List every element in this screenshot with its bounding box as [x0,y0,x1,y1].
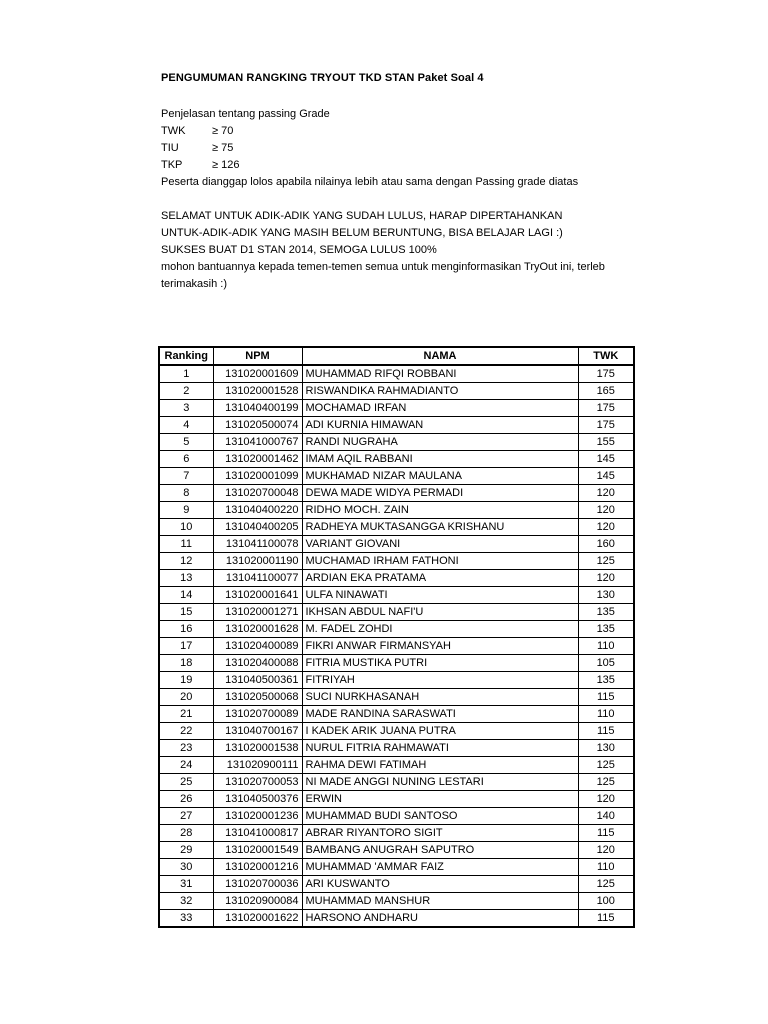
cell-ranking: 25 [159,774,213,791]
passing-grade-value: ≥ 126 [212,159,240,171]
cell-npm: 131020500068 [213,689,302,706]
cell-ranking: 23 [159,740,213,757]
cell-ranking: 33 [159,910,213,928]
cell-twk: 165 [578,383,634,400]
cell-twk: 130 [578,740,634,757]
cell-ranking: 24 [159,757,213,774]
table-row [159,774,634,791]
cell-twk: 125 [578,876,634,893]
passing-grade-row-tiu [161,140,578,157]
cell-twk: 115 [578,723,634,740]
table-row [159,604,634,621]
cell-twk: 135 [578,604,634,621]
cell-twk: 130 [578,587,634,604]
cell-npm: 131020700036 [213,876,302,893]
cell-npm: 131020001609 [213,365,302,383]
table-row [159,910,634,928]
cell-nama: HARSONO ANDHARU [302,910,578,928]
cell-twk: 120 [578,570,634,587]
table-row [159,638,634,655]
cell-nama: RANDI NUGRAHA [302,434,578,451]
cell-npm: 131041000817 [213,825,302,842]
table-row [159,536,634,553]
cell-nama: MUHAMMAD 'AMMAR FAIZ [302,859,578,876]
cell-twk: 175 [578,400,634,417]
cell-twk: 125 [578,553,634,570]
cell-nama: FITRIYAH [302,672,578,689]
cell-npm: 131020001622 [213,910,302,928]
cell-twk: 110 [578,859,634,876]
passing-grade-label: TWK [161,125,186,137]
cell-ranking: 10 [159,519,213,536]
cell-npm: 131020400088 [213,655,302,672]
cell-twk: 120 [578,485,634,502]
cell-npm: 131020900084 [213,893,302,910]
table-row [159,570,634,587]
cell-npm: 131020001538 [213,740,302,757]
cell-ranking: 27 [159,808,213,825]
cell-twk: 175 [578,365,634,383]
table-row [159,689,634,706]
cell-npm: 131020001528 [213,383,302,400]
table-row [159,842,634,859]
cell-ranking: 11 [159,536,213,553]
cell-nama: MUHAMMAD RIFQI ROBBANI [302,365,578,383]
table-row [159,621,634,638]
cell-ranking: 6 [159,451,213,468]
passing-grade-section [161,106,578,191]
cell-npm: 131041100077 [213,570,302,587]
table-row [159,365,634,383]
cell-ranking: 5 [159,434,213,451]
table-row [159,434,634,451]
cell-twk: 125 [578,757,634,774]
passing-grade-row-twk [161,123,578,140]
cell-ranking: 19 [159,672,213,689]
cell-ranking: 31 [159,876,213,893]
cell-twk: 105 [578,655,634,672]
table-row [159,893,634,910]
cell-twk: 100 [578,893,634,910]
table-row [159,757,634,774]
table-row [159,502,634,519]
cell-ranking: 30 [159,859,213,876]
table-row [159,519,634,536]
table-row [159,468,634,485]
table-row [159,859,634,876]
cell-twk: 110 [578,638,634,655]
cell-twk: 115 [578,825,634,842]
table-row [159,723,634,740]
header-nama: NAMA [302,347,578,365]
table-row [159,655,634,672]
cell-twk: 145 [578,468,634,485]
cell-twk: 120 [578,791,634,808]
cell-nama: MUHAMMAD BUDI SANTOSO [302,808,578,825]
cell-nama: ABRAR RIYANTORO SIGIT [302,825,578,842]
cell-ranking: 15 [159,604,213,621]
message-success: SUKSES BUAT D1 STAN 2014, SEMOGA LULUS 100% [161,244,437,256]
header-npm: NPM [213,347,302,365]
table-row [159,451,634,468]
passing-grade-value: ≥ 70 [212,125,234,137]
table-row [159,825,634,842]
cell-npm: 131041000767 [213,434,302,451]
table-row [159,876,634,893]
cell-twk: 140 [578,808,634,825]
cell-ranking: 12 [159,553,213,570]
cell-twk: 120 [578,842,634,859]
cell-nama: ARDIAN EKA PRATAMA [302,570,578,587]
table-row [159,791,634,808]
cell-nama: M. FADEL ZOHDI [302,621,578,638]
message-thanks: terimakasih :) [161,278,228,290]
cell-npm: 131020001099 [213,468,302,485]
cell-ranking: 13 [159,570,213,587]
cell-nama: IMAM AQIL RABBANI [302,451,578,468]
cell-npm: 131020500074 [213,417,302,434]
passing-grade-label: TKP [161,159,183,171]
header-twk: TWK [578,347,634,365]
cell-nama: NI MADE ANGGI NUNING LESTARI [302,774,578,791]
cell-ranking: 17 [159,638,213,655]
cell-nama: I KADEK ARIK JUANA PUTRA [302,723,578,740]
cell-nama: FIKRI ANWAR FIRMANSYAH [302,638,578,655]
table-row [159,740,634,757]
cell-npm: 131020700053 [213,774,302,791]
messages-section [161,208,605,293]
cell-nama: RIDHO MOCH. ZAIN [302,502,578,519]
cell-npm: 131040700167 [213,723,302,740]
cell-ranking: 18 [159,655,213,672]
cell-ranking: 29 [159,842,213,859]
cell-ranking: 9 [159,502,213,519]
cell-twk: 135 [578,672,634,689]
cell-ranking: 16 [159,621,213,638]
cell-ranking: 2 [159,383,213,400]
cell-nama: RISWANDIKA RAHMADIANTO [302,383,578,400]
cell-nama: NURUL FITRIA RAHMAWATI [302,740,578,757]
cell-npm: 131020001190 [213,553,302,570]
cell-nama: MOCHAMAD IRFAN [302,400,578,417]
table-row [159,553,634,570]
cell-npm: 131040400205 [213,519,302,536]
table-row [159,417,634,434]
table-header-row [159,347,634,365]
cell-npm: 131040500361 [213,672,302,689]
passing-grade-label: TIU [161,142,179,154]
cell-nama: IKHSAN ABDUL NAFI'U [302,604,578,621]
cell-npm: 131020001271 [213,604,302,621]
cell-npm: 131020001549 [213,842,302,859]
cell-ranking: 1 [159,365,213,383]
cell-twk: 155 [578,434,634,451]
cell-ranking: 4 [159,417,213,434]
cell-twk: 110 [578,706,634,723]
cell-ranking: 3 [159,400,213,417]
message-share-request: mohon bantuannya kepada temen-temen semua untuk menginformasikan TryOut ini, terleb [161,261,605,273]
table-row [159,587,634,604]
table-row [159,706,634,723]
table-row [159,808,634,825]
page-title: PENGUMUMAN RANGKING TRYOUT TKD STAN Paket Soal 4 [161,72,484,84]
cell-npm: 131020400089 [213,638,302,655]
cell-npm: 131020001216 [213,859,302,876]
message-congrats: SELAMAT UNTUK ADIK-ADIK YANG SUDAH LULUS, HARAP DIPERTAHANKAN [161,210,563,222]
cell-nama: MUKHAMAD NIZAR MAULANA [302,468,578,485]
cell-twk: 120 [578,519,634,536]
table-row [159,383,634,400]
cell-npm: 131040500376 [213,791,302,808]
cell-nama: ERWIN [302,791,578,808]
cell-nama: ULFA NINAWATI [302,587,578,604]
cell-nama: DEWA MADE WIDYA PERMADI [302,485,578,502]
passing-grade-note: Peserta dianggap lolos apabila nilainya lebih atau sama dengan Passing grade diatas [161,176,579,188]
cell-nama: MUHAMMAD MANSHUR [302,893,578,910]
cell-ranking: 21 [159,706,213,723]
ranking-table-body [159,365,634,927]
cell-nama: SUCI NURKHASANAH [302,689,578,706]
cell-nama: MADE RANDINA SARASWATI [302,706,578,723]
cell-ranking: 32 [159,893,213,910]
cell-npm: 131020001462 [213,451,302,468]
cell-ranking: 26 [159,791,213,808]
table-row [159,400,634,417]
cell-npm: 131020900111 [213,757,302,774]
passing-grade-row-tkp [161,157,578,174]
cell-twk: 125 [578,774,634,791]
cell-nama: RAHMA DEWI FATIMAH [302,757,578,774]
cell-twk: 160 [578,536,634,553]
cell-twk: 145 [578,451,634,468]
header-ranking: Ranking [159,347,213,365]
cell-nama: RADHEYA MUKTASANGGA KRISHANU [302,519,578,536]
cell-ranking: 20 [159,689,213,706]
cell-nama: FITRIA MUSTIKA PUTRI [302,655,578,672]
cell-npm: 131020001236 [213,808,302,825]
cell-ranking: 8 [159,485,213,502]
cell-npm: 131020700048 [213,485,302,502]
cell-ranking: 14 [159,587,213,604]
cell-npm: 131020001641 [213,587,302,604]
cell-twk: 115 [578,689,634,706]
cell-npm: 131041100078 [213,536,302,553]
cell-npm: 131020700089 [213,706,302,723]
passing-grade-intro: Penjelasan tentang passing Grade [161,108,330,120]
cell-npm: 131040400220 [213,502,302,519]
cell-twk: 115 [578,910,634,928]
cell-ranking: 7 [159,468,213,485]
message-encourage: UNTUK-ADIK-ADIK YANG MASIH BELUM BERUNTUNG, BISA BELAJAR LAGI :) [161,227,563,239]
cell-twk: 120 [578,502,634,519]
cell-twk: 175 [578,417,634,434]
ranking-table [158,346,635,928]
cell-nama: VARIANT GIOVANI [302,536,578,553]
cell-npm: 131020001628 [213,621,302,638]
table-row [159,485,634,502]
cell-twk: 135 [578,621,634,638]
cell-ranking: 22 [159,723,213,740]
table-row [159,672,634,689]
cell-npm: 131040400199 [213,400,302,417]
cell-nama: BAMBANG ANUGRAH SAPUTRO [302,842,578,859]
cell-nama: MUCHAMAD IRHAM FATHONI [302,553,578,570]
cell-nama: ADI KURNIA HIMAWAN [302,417,578,434]
cell-ranking: 28 [159,825,213,842]
cell-nama: ARI KUSWANTO [302,876,578,893]
passing-grade-value: ≥ 75 [212,142,234,154]
